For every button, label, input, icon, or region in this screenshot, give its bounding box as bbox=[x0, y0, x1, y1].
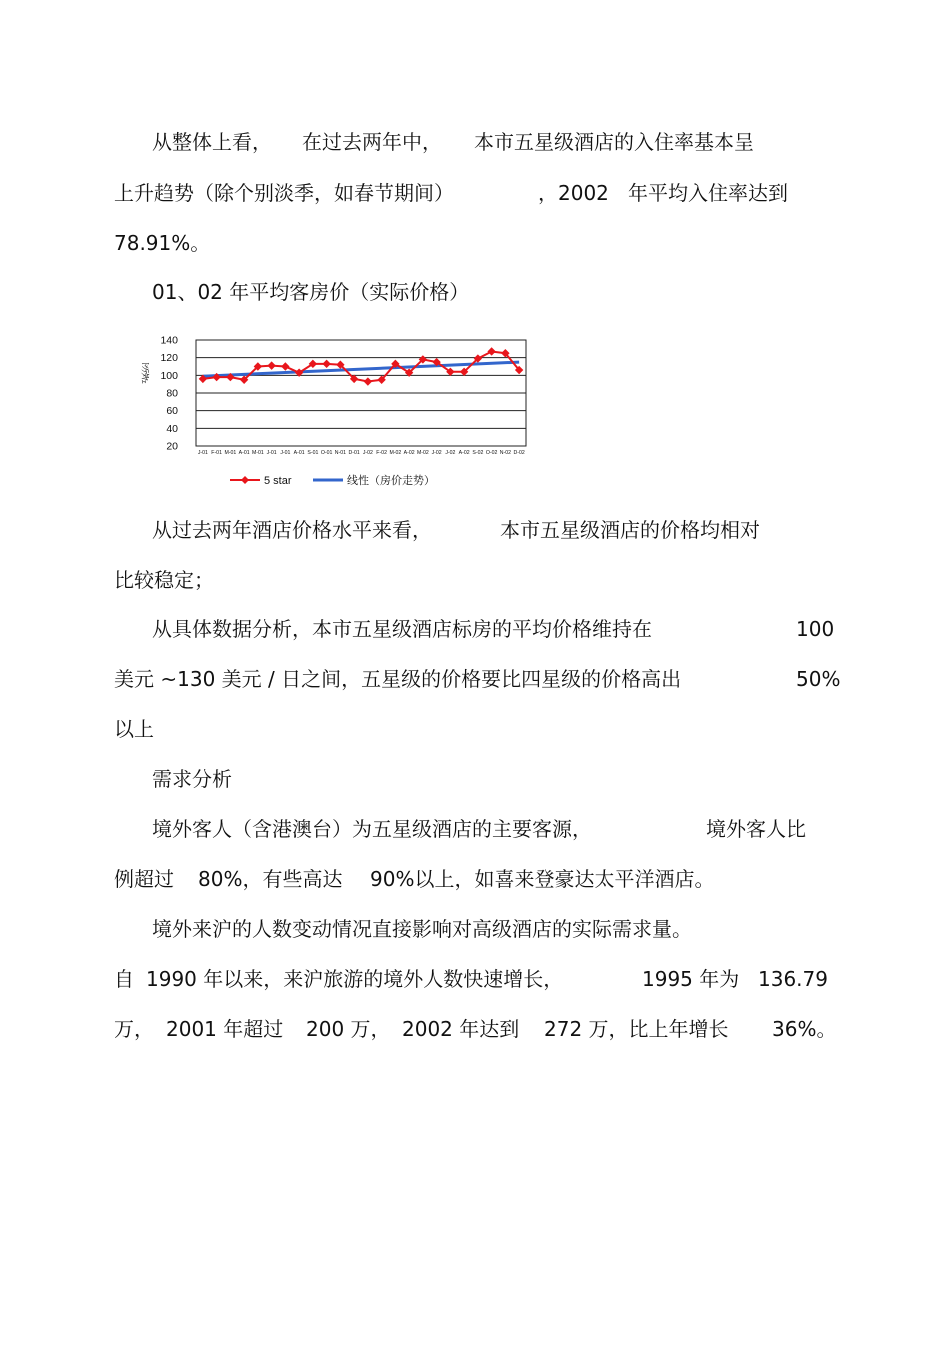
p4-line1b bbox=[706, 815, 806, 843]
text-span: 136.79 bbox=[758, 967, 828, 991]
text-span: 本市五星级酒店的入住率基本呈 bbox=[474, 130, 754, 154]
x-tick-label: A-02 bbox=[458, 450, 470, 456]
p1-line1b bbox=[302, 128, 442, 156]
text-span: 万， bbox=[114, 1017, 154, 1041]
text-span: 在过去两年中， bbox=[302, 130, 442, 154]
text-span: 272 万，比上年增长 bbox=[544, 1017, 729, 1041]
data-point bbox=[487, 347, 495, 355]
text-span: 境外客人比 bbox=[706, 817, 806, 841]
x-tick-label: O-01 bbox=[320, 450, 333, 456]
text-span: 年平均入住率达到 bbox=[628, 181, 788, 205]
legend-label-5-star: 5 star bbox=[264, 475, 292, 487]
p1-line2 bbox=[114, 179, 454, 207]
p1-line1 bbox=[152, 128, 272, 156]
x-tick-label: M-02 bbox=[389, 450, 402, 456]
chart-svg bbox=[130, 328, 530, 498]
x-tick-label: J-02 bbox=[445, 450, 456, 456]
p5-line2b bbox=[146, 965, 563, 993]
p2-line2 bbox=[114, 566, 214, 594]
p3-line1b bbox=[796, 615, 834, 643]
text-span: 境外客人（含港澳台）为五星级酒店的主要客源， bbox=[152, 817, 592, 841]
y-tick-label: 100 bbox=[160, 369, 178, 382]
p2-line1b bbox=[500, 516, 760, 544]
x-tick-label: J-01 bbox=[280, 450, 291, 456]
data-point bbox=[364, 377, 372, 385]
x-tick-label: A-02 bbox=[403, 450, 415, 456]
x-tick-label: F-01 bbox=[211, 450, 222, 456]
text-span: 1995 年为 bbox=[642, 967, 740, 991]
y-tick-label: 80 bbox=[166, 387, 178, 400]
p1-line2c bbox=[628, 179, 788, 207]
section-heading bbox=[152, 765, 232, 793]
x-tick-label: J-02 bbox=[362, 450, 373, 456]
text-span: 90%以上，如喜来登豪达太平洋酒店。 bbox=[370, 867, 715, 891]
text-span: 2001 年超过 bbox=[166, 1017, 284, 1041]
y-axis-label: ﾄﾂﾃﾀﾔｪ bbox=[139, 362, 149, 384]
text-span: 比较稳定； bbox=[114, 568, 214, 592]
p3-line2 bbox=[114, 665, 681, 693]
series-line-5-star bbox=[203, 351, 519, 381]
text-span: 例超过 bbox=[114, 867, 174, 891]
text-span: 自 bbox=[114, 967, 134, 991]
text-span: 1990 年以来，来沪旅游的境外人数快速增长， bbox=[146, 967, 564, 991]
p1-line1c bbox=[474, 128, 754, 156]
text-span: 从过去两年酒店价格水平来看， bbox=[152, 518, 432, 542]
x-tick-label: N-01 bbox=[334, 450, 346, 456]
x-tick-label: D-01 bbox=[348, 450, 360, 456]
x-tick-label: M-01 bbox=[224, 450, 237, 456]
data-point bbox=[322, 360, 330, 368]
x-tick-label: N-02 bbox=[499, 450, 511, 456]
p4-line2 bbox=[114, 865, 174, 893]
data-point bbox=[281, 362, 289, 370]
p5-line3 bbox=[114, 1015, 154, 1043]
text-span: 美元 ~130 美元 / 日之间，五星级的价格要比四星级的价格高出 bbox=[114, 667, 682, 691]
x-tick-label: J-01 bbox=[197, 450, 208, 456]
x-tick-label: A-01 bbox=[238, 450, 250, 456]
x-tick-label: D-02 bbox=[513, 450, 525, 456]
text-span: 01、02 年平均客房价（实际价格） bbox=[152, 280, 470, 304]
text-span: 本市五星级酒店的价格均相对 bbox=[500, 518, 760, 542]
y-tick-label: 40 bbox=[166, 422, 178, 435]
text-span: 上升趋势（除个别淡季，如春节期间） bbox=[114, 181, 454, 205]
text-span: 78.91%。 bbox=[114, 231, 211, 255]
p5-line1 bbox=[152, 915, 692, 943]
p3-line3 bbox=[114, 715, 154, 743]
p5-line2d bbox=[758, 965, 828, 993]
p4-line2c bbox=[370, 865, 714, 893]
p4-line1 bbox=[152, 815, 592, 843]
text-span: 50% bbox=[796, 667, 841, 691]
y-tick-label: 120 bbox=[160, 352, 178, 365]
p5-line3d bbox=[402, 1015, 519, 1043]
x-tick-label: S-02 bbox=[472, 450, 484, 456]
text-span: 36%。 bbox=[772, 1017, 837, 1041]
legend-marker-5-star bbox=[241, 476, 249, 484]
p4-line2b bbox=[198, 865, 342, 893]
p5-line3b bbox=[166, 1015, 283, 1043]
chart-caption bbox=[152, 278, 469, 306]
p1-line2b bbox=[538, 179, 609, 207]
text-span: 境外来沪的人数变动情况直接影响对高级酒店的实际需求量。 bbox=[152, 917, 692, 941]
text-span: 需求分析 bbox=[152, 767, 232, 791]
text-span: 2002 年达到 bbox=[402, 1017, 520, 1041]
p3-line2b bbox=[796, 665, 840, 693]
text-span: 80%，有些高达 bbox=[198, 867, 343, 891]
text-span: 从具体数据分析，本市五星级酒店标房的平均价格维持在 bbox=[152, 617, 652, 641]
p3-line1 bbox=[152, 615, 652, 643]
p5-line2 bbox=[114, 965, 134, 993]
p5-line2c bbox=[642, 965, 739, 993]
p1-line3 bbox=[114, 229, 210, 257]
x-tick-label: O-02 bbox=[485, 450, 498, 456]
x-tick-label: F-02 bbox=[376, 450, 387, 456]
p5-line3e bbox=[544, 1015, 729, 1043]
y-tick-label: 140 bbox=[160, 334, 178, 347]
text-span: 100 bbox=[796, 617, 835, 641]
text-span: ，2002 bbox=[538, 181, 609, 205]
price-line-chart bbox=[130, 328, 530, 498]
p2-line1 bbox=[152, 516, 432, 544]
text-span: 从整体上看， bbox=[152, 130, 272, 154]
y-tick-label: 20 bbox=[166, 440, 178, 453]
y-tick-label: 60 bbox=[166, 405, 178, 418]
x-tick-label: M-02 bbox=[416, 450, 429, 456]
p5-line3c bbox=[306, 1015, 391, 1043]
legend-label-trend: 线性（房价走势） bbox=[347, 474, 435, 487]
x-tick-label: J-02 bbox=[431, 450, 442, 456]
x-tick-label: S-01 bbox=[307, 450, 319, 456]
x-tick-label: A-01 bbox=[293, 450, 305, 456]
p5-line3f bbox=[772, 1015, 836, 1043]
text-span: 以上 bbox=[114, 717, 154, 741]
data-point bbox=[267, 361, 275, 369]
text-span: 200 万， bbox=[306, 1017, 391, 1041]
x-tick-label: M-01 bbox=[251, 450, 264, 456]
x-tick-label: J-01 bbox=[266, 450, 277, 456]
